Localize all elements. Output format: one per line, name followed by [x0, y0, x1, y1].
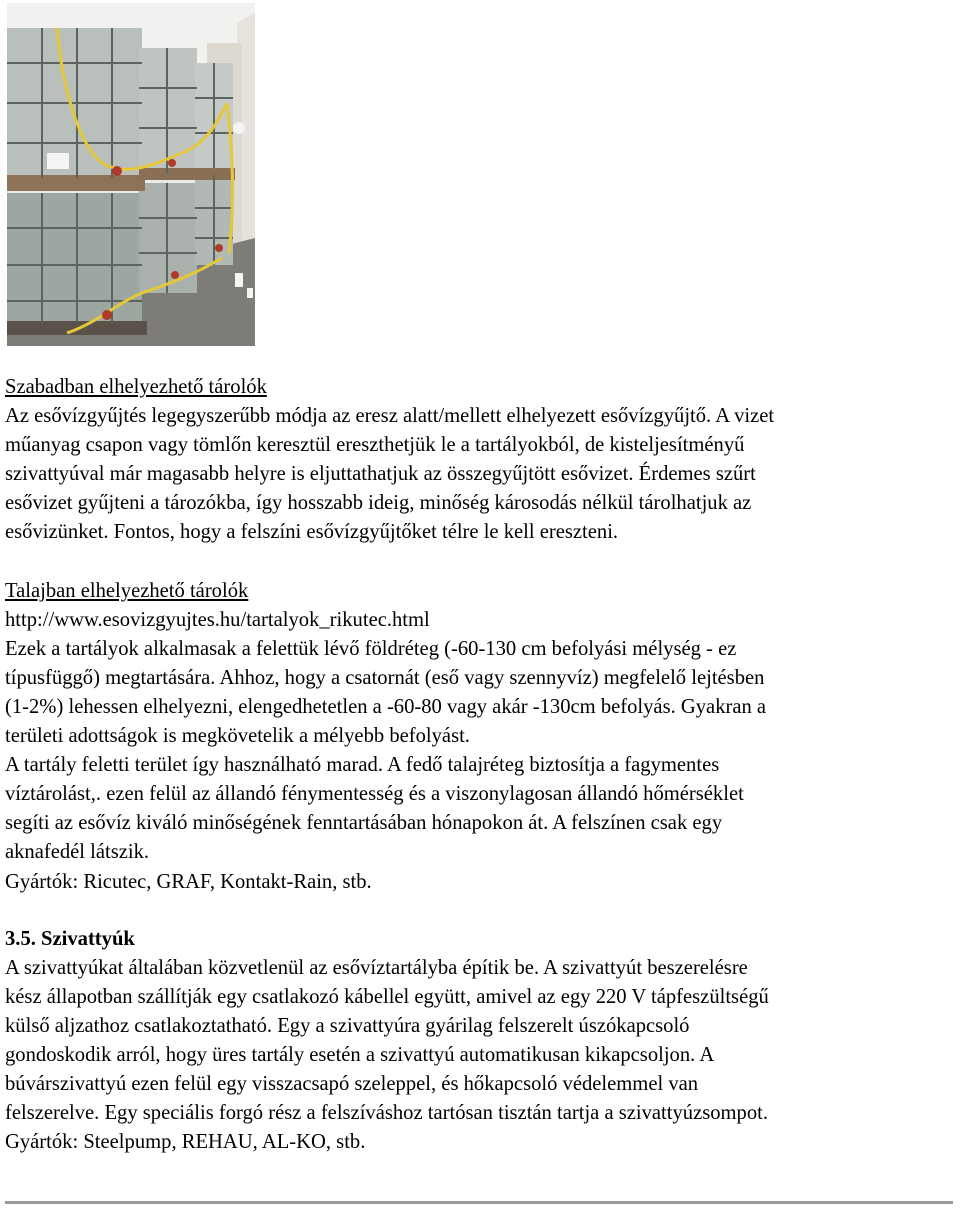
paragraph-line: típusfüggő) megtartására. Ahhoz, hogy a csatornát (eső vagy szennyvíz) megfelelő lejtésben [5, 666, 765, 689]
paragraph-line: aknafedél látszik. [5, 841, 150, 864]
section-heading-underground-storage: Talajban elhelyezhető tárolók [5, 579, 249, 602]
section-heading-outdoor-storage: Szabadban elhelyezhető tárolók [5, 376, 267, 398]
paragraph-line: esővizünket. Fontos, hogy a felszíni esővízgyűjtőket télre le kell ereszteni. [5, 521, 619, 544]
paragraph-line: felszerelve. Egy speciális forgó rész a felszíváshoz tartósan tisztán tartja a szivattyúzsompot. [5, 1102, 769, 1125]
paragraph-line: területi adottságok is megkövetelik a mélyebb befolyást. [5, 725, 470, 748]
paragraph-line: Ezek a tartályok alkalmasak a felettük lévő földréteg (-60-130 cm befolyási mélység - ez [5, 637, 737, 660]
paragraph-line: A tartály feletti terület így használható marad. A fedő talajréteg biztosítja a fagymentes [5, 754, 720, 777]
paragraph-line: kész állapotban szállítják egy csatlakozó kábellel együtt, amivel az egy 220 V tápfeszültségű [5, 985, 769, 1008]
paragraph-line: segíti az esővíz kiváló minőségének fenntartásában hónapokon át. A felszínen csak egy [5, 812, 723, 835]
paragraph-line: A szivattyúkat általában közvetlenül az esővíztartályba építik be. A szivattyút beszerelésre [5, 956, 748, 979]
spacer [5, 897, 953, 925]
paragraph-line: gondoskodik arról, hogy üres tartály esetén a szivattyú automatikusan kikapcsoljon. A [5, 1043, 715, 1066]
paragraph-line: (1-2%) lehessen elhelyezni, elengedhetetlen a -60-80 vagy akár -130cm befolyás. Gyakran a [5, 695, 767, 718]
rainwater-tanks-photo [7, 3, 255, 346]
paragraph-line: külső aljzathoz csatlakoztatható. Egy a szivattyúra gyárilag felszerelt úszókapcsoló [5, 1014, 690, 1037]
horizontal-rule [5, 1201, 953, 1204]
paragraph-line: búvárszivattyú ezen felül egy visszacsapó szeleppel, és hőkapcsoló védelemmel van [5, 1073, 699, 1096]
paragraph-line: Az esővízgyűjtés legegyszerűbb módja az eresz alatt/mellett elhelyezett esővízgyűjtő. A vizet [5, 405, 775, 428]
paragraph-line: esővizet gyűjteni a tározókba, így hosszabb ideig, minőség károsodás nélkül tárolhatjuk az [5, 492, 752, 515]
paragraph-line: víztárolást,. ezen felül az állandó fénymentesség és a viszonylagosan állandó hőmérséklet [5, 783, 744, 806]
section-heading-pumps: 3.5. Szivattyúk [5, 927, 135, 950]
paragraph-line: Gyártók: Steelpump, REHAU, AL-KO, stb. [5, 1131, 366, 1154]
spacer [5, 548, 953, 577]
paragraph-line: műanyag csapon vagy tömlőn keresztül ereszthetjük le a tartályokból, de kisteljesítményű [5, 434, 745, 457]
paragraph-line: szivattyúval már magasabb helyre is eljuttathatjuk az összegyűjtött esővizet. Érdemes szűrt [5, 463, 756, 486]
document-body [5, 373, 953, 1157]
source-url: http://www.esovizgyujtes.hu/tartalyok_rikutec.html [5, 608, 430, 631]
paragraph-line: Gyártók: Ricutec, GRAF, Kontakt-Rain, stb. [5, 870, 372, 893]
